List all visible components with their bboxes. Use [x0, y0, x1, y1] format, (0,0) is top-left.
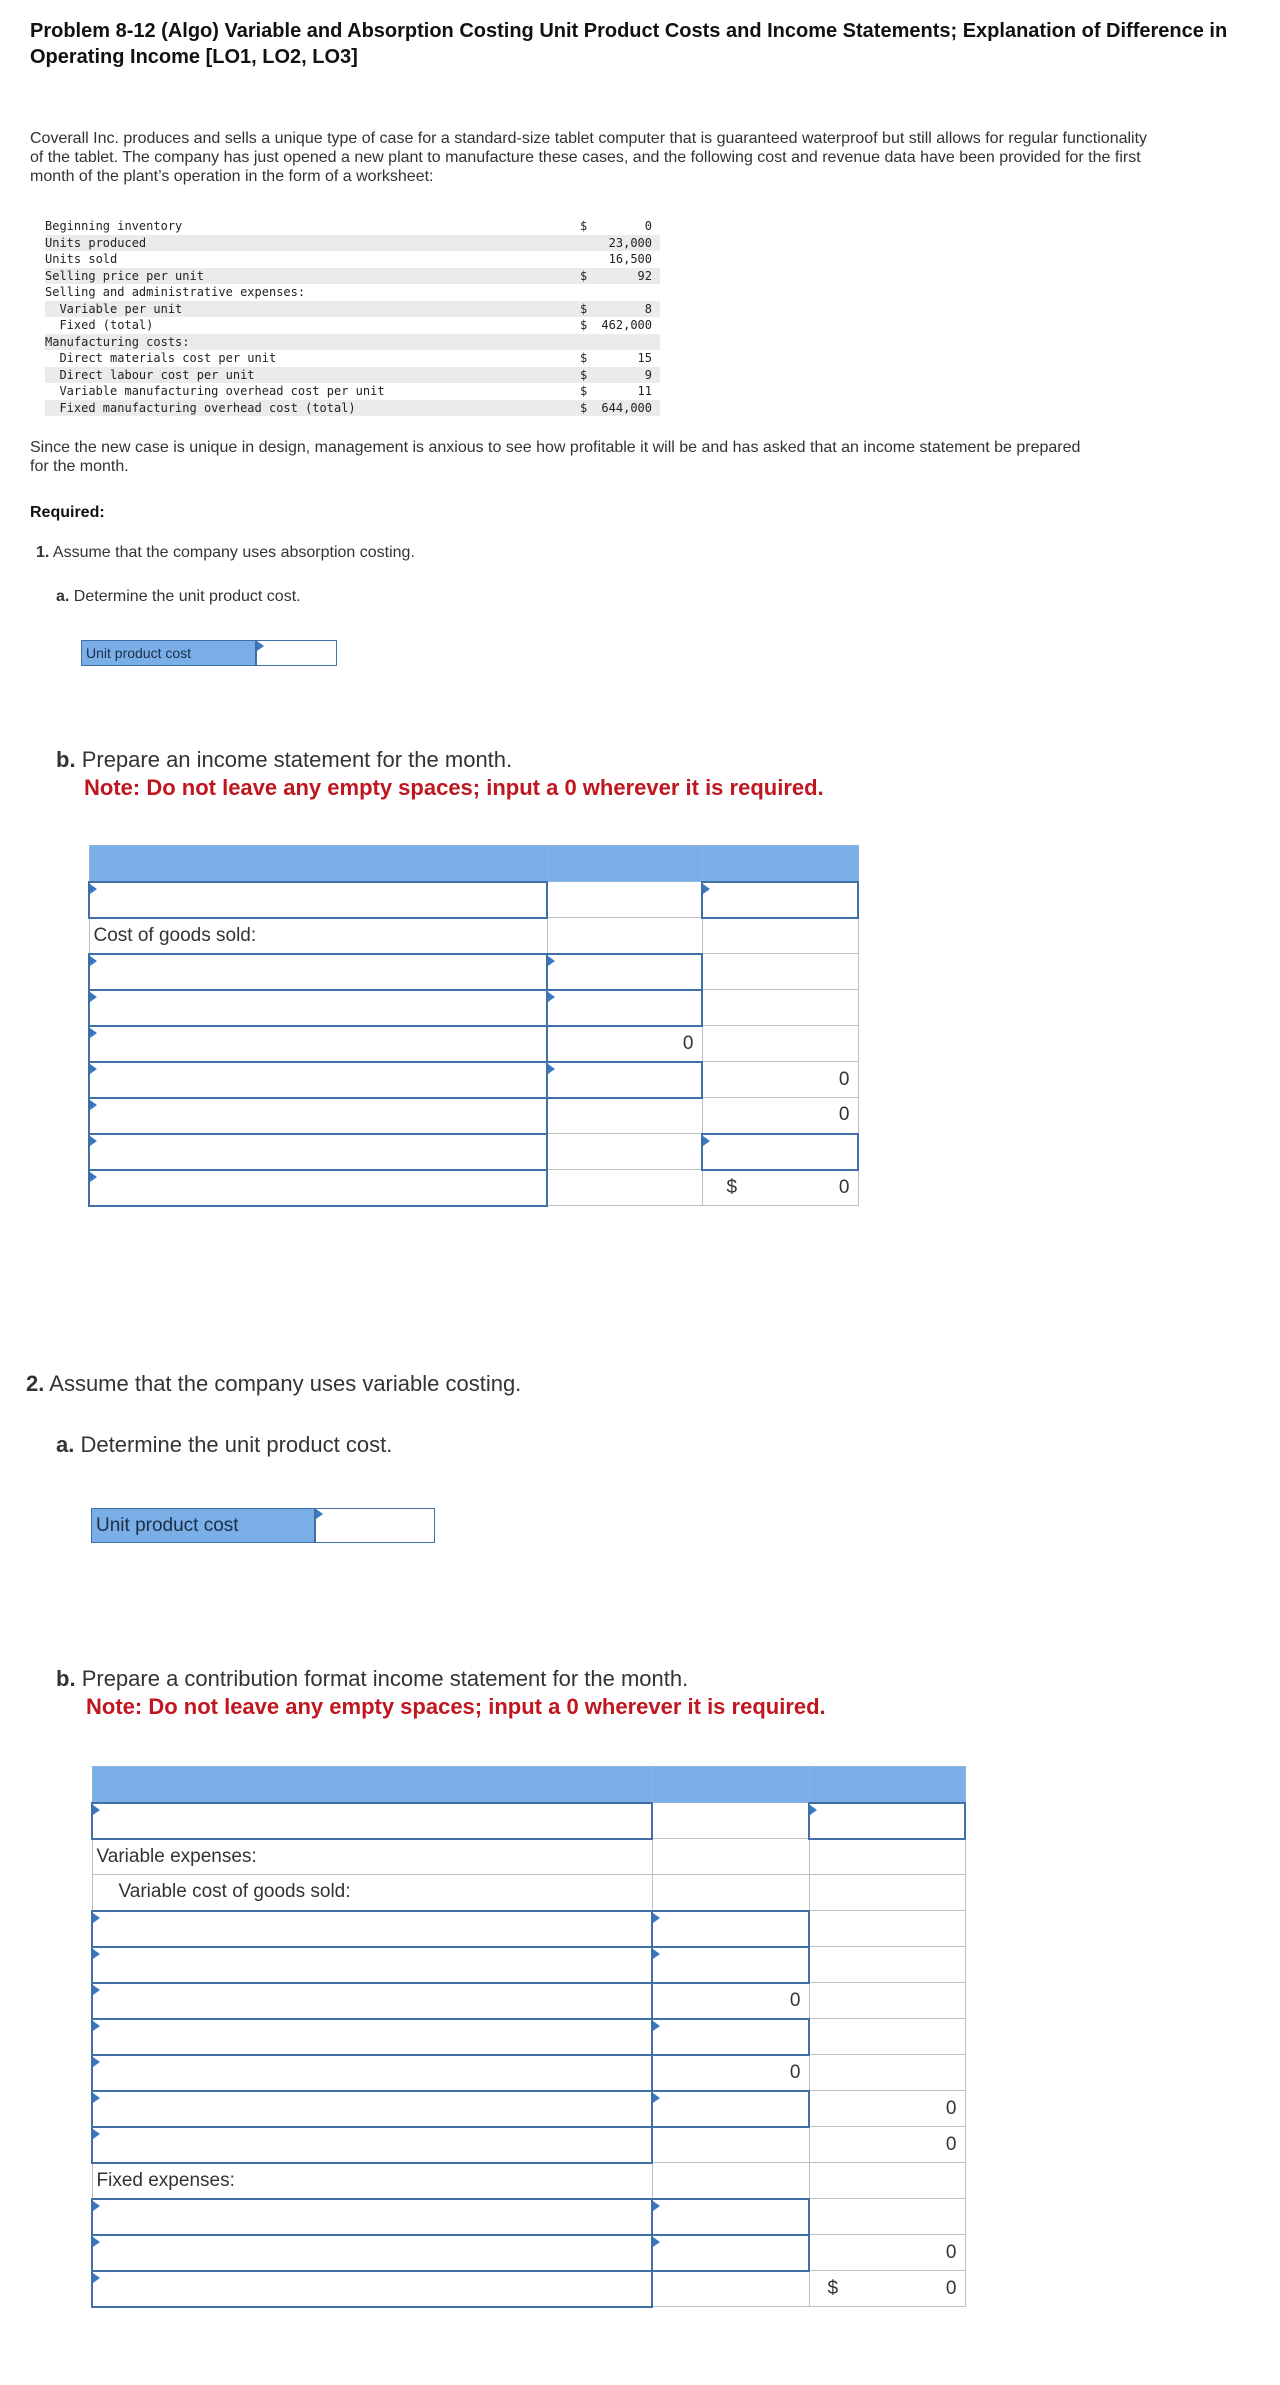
- table-row: [92, 2055, 965, 2091]
- empty-cell: [652, 2271, 809, 2307]
- part1-unit-cost-label: Unit product cost: [81, 640, 256, 666]
- input-flag-icon: [93, 2273, 100, 2283]
- part2a-heading: [56, 1432, 392, 1458]
- input-flag-icon: [548, 992, 555, 1002]
- line-amount-input[interactable]: [652, 2199, 809, 2235]
- part1-number: 1.: [36, 544, 50, 561]
- part1-heading: [36, 544, 415, 562]
- empty-cell: [547, 1098, 702, 1134]
- line-amount-input[interactable]: [702, 1134, 858, 1170]
- worksheet-row: [45, 317, 660, 334]
- line-label-input[interactable]: [92, 1983, 652, 2019]
- empty-cell: [809, 1983, 965, 2019]
- line-amount-input[interactable]: [547, 990, 702, 1026]
- cogs-label-cell: [89, 918, 547, 954]
- worksheet-dollar: $: [580, 400, 588, 415]
- empty-cell: [702, 1026, 858, 1062]
- worksheet-label: Variable per unit: [45, 301, 183, 316]
- worksheet-label: Fixed manufacturing overhead cost (total): [45, 400, 356, 415]
- total-cell: [702, 1098, 858, 1134]
- input-flag-icon: [703, 884, 710, 894]
- header-cell: [89, 846, 547, 882]
- table-row: [92, 1803, 965, 1839]
- line-amount-input[interactable]: [652, 2091, 809, 2127]
- table-row: [89, 882, 858, 918]
- part2-heading: [26, 1371, 521, 1397]
- worksheet-value: 9: [644, 367, 652, 382]
- empty-cell: [702, 990, 858, 1026]
- part1-note: Note: Do not leave any empty spaces; input a 0 wherever it is required.: [84, 775, 824, 800]
- line-label-input[interactable]: [92, 2271, 652, 2307]
- variable-cogs-cell: [92, 1875, 652, 1911]
- intro-paragraph: Coverall Inc. produces and sells a unique type of case for a standard-size tablet computer that is guaranteed waterproof but still allows for regular functionality of the tablet. The company has just opened a new plant to manufacture these cases, and the following cost and revenue data have been provided for the first month of the plant’s operation in the form of a worksheet:: [30, 130, 1148, 185]
- worksheet-value: 23,000: [608, 235, 652, 250]
- part2b-heading: [56, 1666, 688, 1692]
- worksheet-dollar: $: [580, 219, 588, 233]
- table-row: [92, 1947, 965, 1983]
- input-flag-icon: [653, 1913, 660, 1923]
- worksheet-row: [45, 350, 660, 367]
- part1-text: Assume that the company uses absorption costing.: [52, 544, 415, 561]
- worksheet-label: Direct materials cost per unit: [45, 351, 277, 365]
- part1b-text: Prepare an income statement for the month.: [81, 747, 513, 772]
- part1a-letter: a.: [56, 588, 70, 605]
- table-row: [89, 918, 858, 954]
- table-row: [89, 1170, 858, 1206]
- part1a-heading: [56, 588, 301, 606]
- input-flag-icon: [93, 1985, 100, 1995]
- line-amount-input[interactable]: [652, 2019, 809, 2055]
- part2-unit-cost-input[interactable]: [315, 1508, 435, 1543]
- table-row: [89, 1026, 858, 1062]
- line-label-input[interactable]: [92, 1947, 652, 1983]
- table-row: [89, 1062, 858, 1098]
- part2-unit-cost-row: [91, 1508, 435, 1543]
- part1b-letter: b.: [56, 747, 76, 772]
- line-label-input[interactable]: [92, 2091, 652, 2127]
- subtotal-cell: [652, 1983, 809, 2019]
- table-row: [92, 2019, 965, 2055]
- fixed-expenses-cell: [92, 2163, 652, 2199]
- worksheet-row: [45, 301, 660, 318]
- worksheet-value: 16,500: [608, 252, 652, 266]
- table-row: [89, 1134, 858, 1170]
- empty-cell: [702, 918, 858, 954]
- subtotal-value: 0: [789, 2061, 801, 2083]
- worksheet-label: Variable manufacturing overhead cost per unit: [45, 384, 385, 398]
- variable-cogs-label: Variable cost of goods sold:: [118, 1881, 351, 1903]
- worksheet-row: [45, 251, 660, 268]
- line-label-input[interactable]: [92, 2019, 652, 2055]
- worksheet-value: 11: [637, 384, 652, 398]
- worksheet-value: 0: [644, 219, 652, 233]
- input-flag-icon: [90, 956, 97, 966]
- dollar-sign: $: [827, 2277, 839, 2299]
- worksheet-row: [45, 334, 660, 351]
- sales-amount-input[interactable]: [809, 1803, 965, 1839]
- table-row: [92, 2235, 965, 2271]
- table-row: [92, 2199, 965, 2235]
- line-label-input[interactable]: [89, 990, 547, 1026]
- worksheet-value: 92: [637, 268, 652, 283]
- cogs-label: Cost of goods sold:: [93, 924, 257, 946]
- worksheet-label: Units sold: [45, 252, 118, 266]
- total-cell: [702, 1062, 858, 1098]
- table-row: [92, 1911, 965, 1947]
- input-flag-icon: [90, 992, 97, 1002]
- worksheet-row: [45, 367, 660, 384]
- input-flag-icon: [548, 956, 555, 966]
- worksheet-dollar: $: [580, 318, 588, 332]
- line-amount-input[interactable]: [547, 1062, 702, 1098]
- input-flag-icon: [93, 2093, 100, 2103]
- input-flag-icon: [316, 1509, 323, 1519]
- empty-cell: [547, 1170, 702, 1206]
- net-income-value: 0: [838, 1176, 850, 1198]
- worksheet-label: Fixed (total): [45, 318, 154, 332]
- net-income-cell: [809, 2271, 965, 2307]
- input-flag-icon: [93, 1805, 100, 1815]
- required-heading: Required:: [30, 504, 105, 521]
- total-value: 0: [945, 2241, 957, 2263]
- input-flag-icon: [93, 1949, 100, 1959]
- total-cell: [809, 2091, 965, 2127]
- table-row: [92, 1839, 965, 1875]
- empty-cell: [809, 1875, 965, 1911]
- subtotal-value: 0: [789, 1989, 801, 2011]
- empty-cell: [702, 954, 858, 990]
- input-flag-icon: [653, 2093, 660, 2103]
- header-cell: [547, 846, 702, 882]
- table-row: [92, 2127, 965, 2163]
- worksheet-row: [45, 284, 660, 301]
- input-flag-icon: [93, 2237, 100, 2247]
- total-value: 0: [838, 1104, 850, 1126]
- table-row: [92, 1875, 965, 1911]
- part2-text: Assume that the company uses variable costing.: [49, 1371, 522, 1396]
- empty-cell: [652, 1803, 809, 1839]
- worksheet-dollar: $: [580, 301, 588, 316]
- table-header-row: [92, 1767, 965, 1803]
- line-amount-input[interactable]: [652, 1947, 809, 1983]
- table-row: [92, 2271, 965, 2307]
- empty-cell: [809, 1911, 965, 1947]
- input-flag-icon: [703, 1136, 710, 1146]
- problem-title: Problem 8-12 (Algo) Variable and Absorption Costing Unit Product Costs and Income Statements; Explanation of Difference in Operating Income [LO1, LO2, LO3]: [30, 20, 1228, 68]
- input-flag-icon: [90, 1064, 97, 1074]
- input-flag-icon: [90, 1136, 97, 1146]
- header-cell: [652, 1767, 809, 1803]
- subtotal-value: 0: [682, 1032, 694, 1054]
- worksheet-row: [45, 383, 660, 400]
- line-label-input[interactable]: [89, 954, 547, 990]
- input-flag-icon: [653, 2201, 660, 2211]
- table-row: [89, 954, 858, 990]
- sales-label-input[interactable]: [92, 1803, 652, 1839]
- net-income-value: 0: [945, 2277, 957, 2299]
- part1-unit-cost-input[interactable]: [256, 640, 337, 666]
- worksheet-label: Units produced: [45, 235, 147, 250]
- empty-cell: [809, 2163, 965, 2199]
- header-cell: [92, 1767, 652, 1803]
- worksheet-label: Direct labour cost per unit: [45, 367, 255, 382]
- line-label-input[interactable]: [89, 1170, 547, 1206]
- line-label-input[interactable]: [89, 1026, 547, 1062]
- header-cell: [702, 846, 858, 882]
- worksheet-label: Beginning inventory: [45, 219, 183, 233]
- line-label-input[interactable]: [92, 2235, 652, 2271]
- input-flag-icon: [548, 1064, 555, 1074]
- line-label-input[interactable]: [89, 1062, 547, 1098]
- line-amount-input[interactable]: [652, 1911, 809, 1947]
- total-cell: [809, 2127, 965, 2163]
- part2a-letter: a.: [56, 1432, 75, 1457]
- line-label-input[interactable]: [92, 2055, 652, 2091]
- part2b-text: Prepare a contribution format income statement for the month.: [81, 1666, 689, 1691]
- empty-cell: [809, 1947, 965, 1983]
- part1a-text: Determine the unit product cost.: [73, 588, 301, 605]
- part2-number: 2.: [26, 1371, 45, 1396]
- dollar-sign: $: [726, 1176, 738, 1198]
- input-flag-icon: [93, 2201, 100, 2211]
- fixed-expenses-label: Fixed expenses:: [96, 2169, 235, 2191]
- worksheet-row: [45, 268, 660, 285]
- worksheet-value: 644,000: [601, 400, 652, 415]
- part2b-letter: b.: [56, 1666, 76, 1691]
- subtotal-cell: [547, 1026, 702, 1062]
- line-amount-input[interactable]: [547, 954, 702, 990]
- empty-cell: [652, 2163, 809, 2199]
- input-flag-icon: [93, 2057, 100, 2067]
- line-label-input[interactable]: [92, 1911, 652, 1947]
- table-row: [89, 1098, 858, 1134]
- input-flag-icon: [257, 641, 264, 651]
- subtotal-cell: [652, 2055, 809, 2091]
- input-flag-icon: [653, 2021, 660, 2031]
- absorption-income-statement: [88, 845, 859, 1207]
- input-flag-icon: [653, 1949, 660, 1959]
- line-label-input[interactable]: [92, 2199, 652, 2235]
- total-value: 0: [945, 2097, 957, 2119]
- worksheet-row: [45, 400, 660, 417]
- input-flag-icon: [90, 1100, 97, 1110]
- total-value: 0: [838, 1068, 850, 1090]
- line-label-input[interactable]: [92, 2127, 652, 2163]
- line-amount-input[interactable]: [652, 2235, 809, 2271]
- table-row: [92, 2091, 965, 2127]
- empty-cell: [652, 2127, 809, 2163]
- management-paragraph: Since the new case is unique in design, management is anxious to see how profitable it will be and has asked that an income statement be prepared for the month.: [30, 439, 1081, 475]
- sales-label-input[interactable]: [89, 882, 547, 918]
- input-flag-icon: [90, 884, 97, 894]
- worksheet-row: [45, 218, 660, 235]
- part2-unit-cost-label: Unit product cost: [91, 1508, 315, 1543]
- input-flag-icon: [90, 1172, 97, 1182]
- worksheet-value: 8: [644, 301, 652, 316]
- table-row: [92, 1983, 965, 2019]
- empty-cell: [547, 1134, 702, 1170]
- worksheet-label: Manufacturing costs:: [45, 334, 190, 349]
- input-flag-icon: [810, 1805, 817, 1815]
- worksheet-value: 15: [637, 351, 652, 365]
- worksheet-dollar: $: [580, 384, 588, 398]
- input-flag-icon: [93, 2021, 100, 2031]
- empty-cell: [652, 1839, 809, 1875]
- variable-expenses-label: Variable expenses:: [96, 1845, 257, 1867]
- input-flag-icon: [93, 2129, 100, 2139]
- worksheet-value: 462,000: [601, 318, 652, 332]
- line-label-input[interactable]: [89, 1098, 547, 1134]
- worksheet-dollar: $: [580, 268, 588, 283]
- net-income-cell: [702, 1170, 858, 1206]
- line-label-input[interactable]: [89, 1134, 547, 1170]
- empty-cell: [547, 882, 702, 918]
- table-row: [92, 2163, 965, 2199]
- input-flag-icon: [93, 1913, 100, 1923]
- contribution-income-statement: [91, 1766, 966, 2308]
- total-value: 0: [945, 2133, 957, 2155]
- total-cell: [809, 2235, 965, 2271]
- table-row: [89, 990, 858, 1026]
- worksheet-dollar: $: [580, 351, 588, 365]
- worksheet-dollar: $: [580, 367, 588, 382]
- part1b-heading: [56, 747, 512, 773]
- sales-amount-input[interactable]: [702, 882, 858, 918]
- worksheet-label: Selling price per unit: [45, 268, 204, 283]
- part2-note: Note: Do not leave any empty spaces; input a 0 wherever it is required.: [86, 1694, 826, 1719]
- empty-cell: [809, 2055, 965, 2091]
- empty-cell: [809, 2199, 965, 2235]
- part2a-text: Determine the unit product cost.: [80, 1432, 393, 1457]
- worksheet-row: [45, 235, 660, 252]
- empty-cell: [547, 918, 702, 954]
- empty-cell: [809, 1839, 965, 1875]
- table-header-row: [89, 846, 858, 882]
- worksheet-label: Selling and administrative expenses:: [45, 285, 306, 299]
- input-flag-icon: [90, 1028, 97, 1038]
- empty-cell: [809, 2019, 965, 2055]
- empty-cell: [652, 1875, 809, 1911]
- cost-worksheet: [45, 218, 660, 416]
- input-flag-icon: [653, 2237, 660, 2247]
- header-cell: [809, 1767, 965, 1803]
- part1-unit-cost-row: [81, 640, 337, 666]
- variable-expenses-cell: [92, 1839, 652, 1875]
